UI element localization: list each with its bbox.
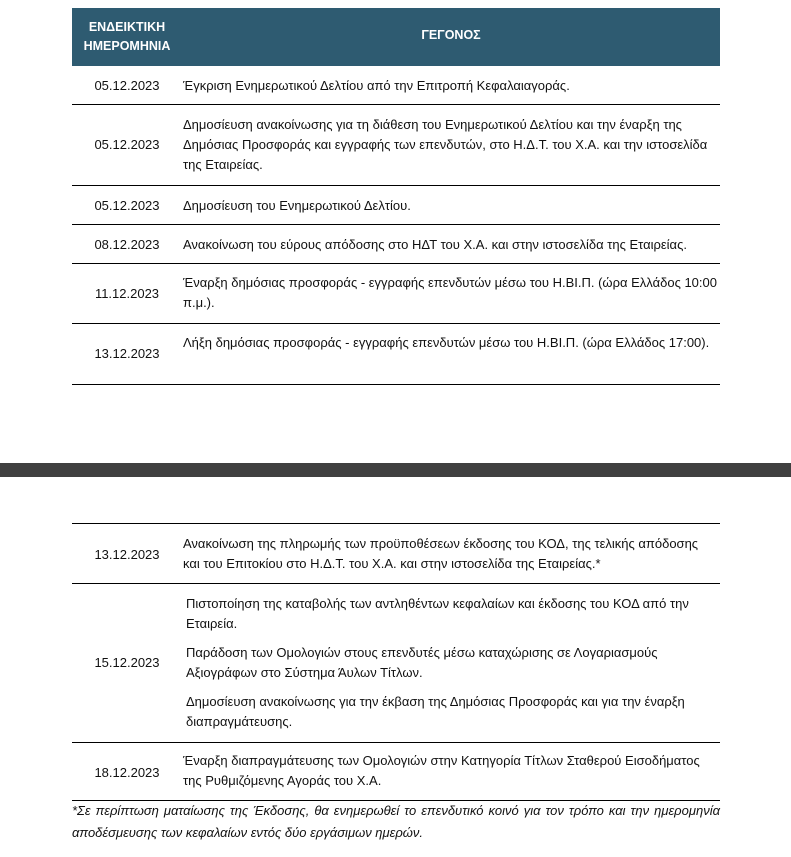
row-event [183, 76, 718, 96]
schedule-table-part1 [72, 8, 720, 385]
row-event-text: Ανακοίνωση της πληρωμής των προϋποθέσεων έκδοσης του ΚΟΔ, της τελικής απόδοσης και του Επιτοκίου στο Η.Δ.Τ. του Χ.Α. και στην ιστοσελίδα της Εταιρείας.* [183, 536, 699, 571]
table-row [72, 324, 720, 385]
row-event-text: Ανακοίνωση του εύρους απόδοσης στο ΗΔΤ του Χ.Α. και στην ιστοσελίδα της Εταιρείας. [183, 237, 687, 252]
row-date: 13.12.2023 [94, 346, 160, 361]
row-event-text: Έναρξη δημόσιας προσφοράς - εγγραφής επενδυτών μέσω του Η.ΒΙ.Π. (ώρα Ελλάδος 10:00 π.μ.). [183, 275, 717, 310]
row-event [183, 333, 718, 353]
row-event [183, 751, 718, 791]
row-date: 11.12.2023 [94, 286, 160, 301]
row-event [183, 534, 718, 574]
row-event-text: Έναρξη διαπραγμάτευσης των Ομολογιών στην Κατηγορία Τίτλων Σταθερού Εισοδήματος της Ρυθμιζόμενης Αγοράς του Χ.Α. [183, 753, 700, 788]
row-event [183, 196, 718, 216]
schedule-table-part2 [72, 523, 720, 801]
table-row [72, 524, 720, 584]
row-event-text: Δημοσίευση του Ενημερωτικού Δελτίου. [183, 198, 411, 213]
row-event-text: Λήξη δημόσιας προσφοράς - εγγραφής επενδυτών μέσω του Η.ΒΙ.Π. (ώρα Ελλάδος 17:00). [183, 335, 710, 350]
row-date: 05.12.2023 [94, 78, 160, 93]
header-date-label: ΕΝΔΕΙΚΤΙΚΗ ΗΜΕΡΟΜΗΝΙΑ [83, 20, 171, 53]
header-event-label: ΓΕΓΟΝΟΣ [421, 28, 481, 42]
table-row [72, 584, 720, 743]
row-date: 08.12.2023 [94, 237, 160, 252]
row-event-text: Δημοσίευση ανακοίνωσης για τη διάθεση του Ενημερωτικού Δελτίου και την έναρξη της Δημόσιας Προσφοράς και εγγραφής των επενδυτών, στο Η.Δ.Τ. του Χ.Α. και την ιστοσελίδα της Εταιρείας. [183, 117, 708, 172]
table-row [72, 743, 720, 801]
row-date: 18.12.2023 [94, 765, 160, 780]
row-event [186, 594, 721, 732]
row-event-text: Παράδοση των Ομολογιών στους επενδυτές μέσω καταχώρισης σε Λογαριασμούς Αξιογράφων στο Σύστημα Άυλων Τίτλων. [186, 645, 658, 680]
table-row [72, 66, 720, 105]
page-separator [0, 463, 791, 477]
row-event [183, 235, 718, 255]
row-event [183, 115, 718, 175]
row-event [183, 273, 718, 313]
table-row [72, 264, 720, 324]
table-row [72, 105, 720, 186]
row-event-text: Έγκριση Ενημερωτικού Δελτίου από την Επιτροπή Κεφαλαιαγοράς. [183, 78, 570, 93]
row-event-text: Πιστοποίηση της καταβολής των αντληθέντων κεφαλαίων και έκδοσης του ΚΟΔ από την Εταιρεία. [186, 596, 689, 631]
row-event-text: Δημοσίευση ανακοίνωσης για την έκβαση της Δημόσιας Προσφοράς και για την έναρξη διαπραγμάτευσης. [186, 694, 685, 729]
row-date: 15.12.2023 [94, 655, 160, 670]
table-row [72, 225, 720, 264]
table-row [72, 186, 720, 225]
row-date: 05.12.2023 [94, 137, 160, 152]
footnote: *Σε περίπτωση ματαίωσης της Έκδοσης, θα ενημερωθεί το επενδυτικό κοινό για τον τρόπο και την ημερομηνία αποδέσμευσης των κεφαλαίων εντός δύο εργάσιμων ημερών. [72, 803, 720, 840]
row-date: 05.12.2023 [94, 198, 160, 213]
table-header [72, 8, 720, 66]
row-date: 13.12.2023 [94, 547, 160, 562]
